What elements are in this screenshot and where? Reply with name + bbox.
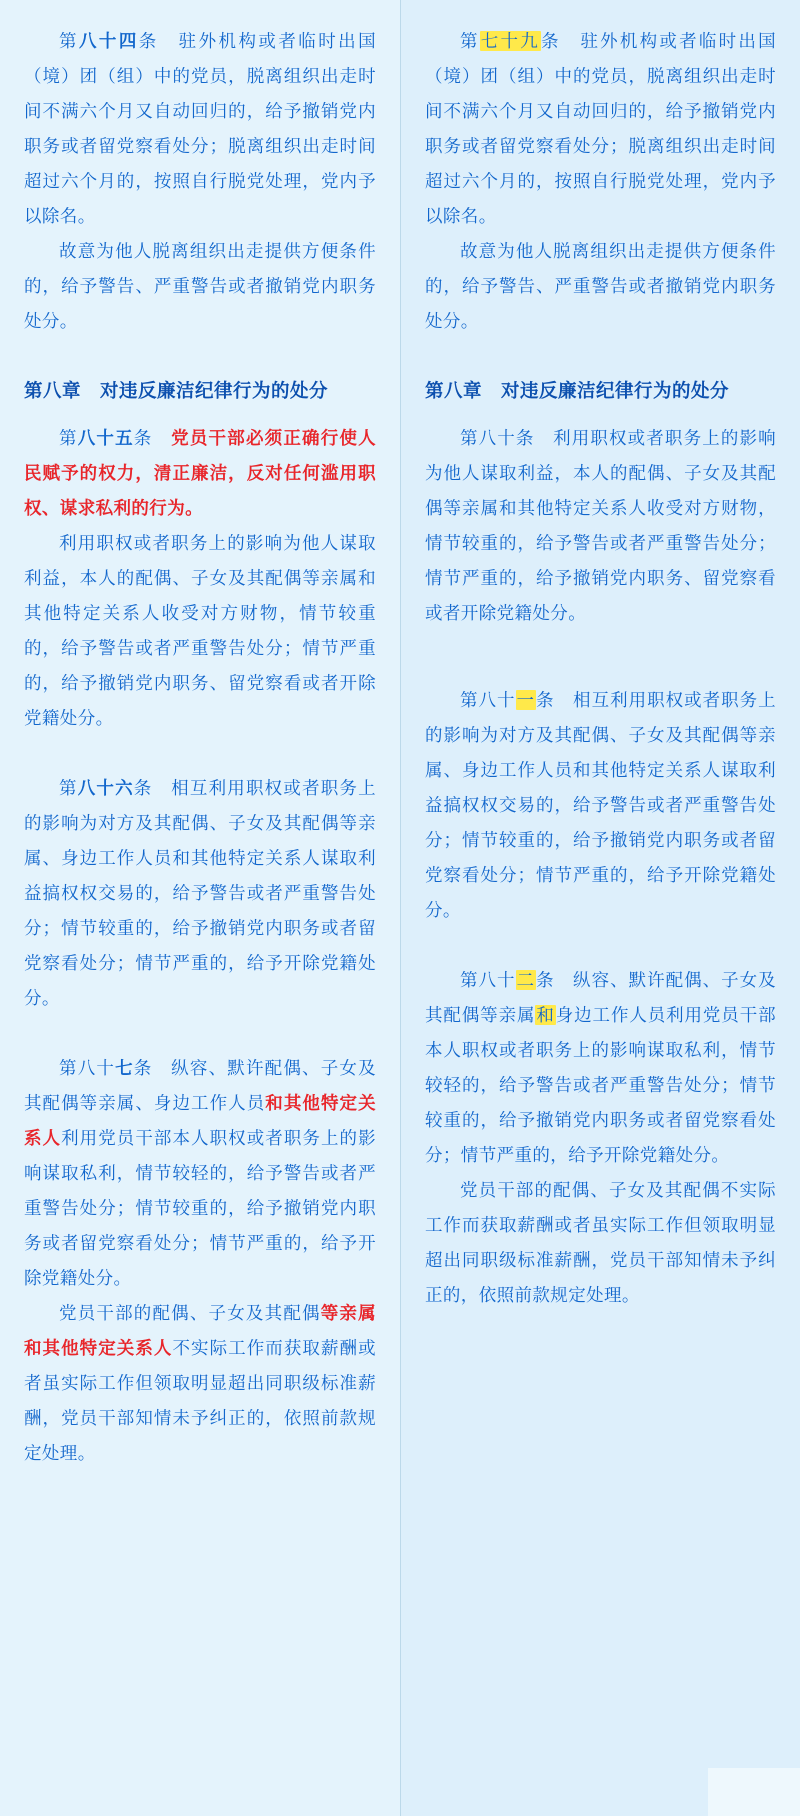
text-run: 条 相互利用职权或者职务上的影响为对方及其配偶、子女及其配偶等亲属、身边工作人员和其他特定关系人谋取利益搞权权交易的，给予警告或者严重警告处分；情节较重的，给予撤销党内职务或者留党察看处分；情节严重的，给予开除党籍处分。: [24, 778, 377, 1008]
paragraph-article-84-2: [24, 234, 376, 339]
revision-added-text: 等亲属和其他特定关系人: [24, 1303, 376, 1358]
spacer: [24, 736, 376, 771]
text-run: 条 驻外机构或者临时出国（境）团（组）中的党员，脱离组织出走时间不满六个月又自动回归的，给予撤销党内职务或者留党察看处分；脱离组织出走时间超过六个月的，按照自行脱党处理，党内予以除名。: [425, 31, 776, 226]
highlighted-article-number: 一: [516, 690, 536, 710]
text-run: 第八十: [59, 1058, 116, 1078]
text-run: 第八十: [460, 970, 516, 990]
article-number: 七: [115, 1058, 134, 1078]
highlighted-article-number: 七十九: [480, 31, 540, 51]
spacer: [425, 928, 776, 963]
text-run: 故意为他人脱离组织出走提供方便条件的，给予警告、严重警告或者撤销党内职务处分。: [24, 241, 376, 331]
text-run: 第: [59, 31, 79, 51]
article-number: 八十四: [78, 31, 139, 51]
paragraph-article-86: [24, 771, 376, 1016]
revision-added-text: 和其他特定关系人: [24, 1093, 376, 1148]
page-corner-decoration: [708, 1768, 800, 1816]
chapter-title: 第八章 对违反廉洁纪律行为的处分: [24, 380, 329, 401]
text-run: 身边工作人员利用党员干部本人职权或者职务上的影响谋取私利，情节较轻的，给予警告或者严重警告处分；情节较重的，给予撤销党内职务或者留党察看处分；情节严重的，给予开除党籍处分。: [425, 1005, 776, 1165]
highlighted-article-number: 二: [516, 970, 536, 990]
spacer: [24, 339, 376, 357]
text-run: 利用党员干部本人职权或者职务上的影响谋取私利，情节较轻的，给予警告或者严重警告处分；情节较重的，给予撤销党内职务或者留党察看处分；情节严重的，给予开除党籍处分。: [24, 1128, 376, 1288]
paragraph-article-87: [24, 1051, 376, 1296]
paragraph-article-80: [425, 421, 776, 631]
spacer: [24, 1016, 376, 1051]
text-run: 故意为他人脱离组织出走提供方便条件的，给予警告、严重警告或者撤销党内职务处分。: [425, 241, 776, 331]
text-run: 条 纵容、默许配偶、子女及其配偶等亲属、身边工作人员: [24, 1058, 377, 1113]
text-run: 第: [59, 428, 78, 448]
article-number: 八十六: [77, 778, 134, 798]
spacer: [425, 631, 776, 683]
paragraph-article-81: [425, 683, 776, 928]
text-run: 条 驻外机构或者临时出国（境）团（组）中的党员，脱离组织出走时间不满六个月又自动回归的，给予撤销党内职务或者留党察看处分；脱离组织出走时间超过六个月的，按照自行脱党处理，党内予以除名。: [24, 31, 377, 226]
article-number: 八十五: [77, 428, 134, 448]
paragraph-article-79: [425, 24, 776, 234]
paragraph-article-85: [24, 421, 376, 526]
text-run: 条: [133, 428, 172, 448]
revision-added-text: 党员干部必须正确行使人民赋予的权力，清正廉洁，反对任何滥用职权、谋求私利的行为。: [24, 428, 376, 518]
paragraph-article-84: [24, 24, 376, 234]
text-run: 条 相互利用职权或者职务上的影响为对方及其配偶、子女及其配偶等亲属、身边工作人员和其他特定关系人谋取利益搞权权交易的，给予警告或者严重警告处分；情节较重的，给予撤销党内职务或者留党察看处分；情节严重的，给予开除党籍处分。: [425, 690, 777, 920]
text-run: 第八十条 利用职权或者职务上的影响为他人谋取利益，本人的配偶、子女及其配偶等亲属和其他特定关系人收受对方财物，情节较重的，给予警告或者严重警告处分；情节严重的，给予撤销党内职务、留党察看或者开除党籍处分。: [425, 428, 776, 623]
paragraph-article-85-2: [24, 526, 376, 736]
text-run: 不实际工作而获取薪酬或者虽实际工作但领取明显超出同职级标准薪酬，党员干部知情未予纠正的，依照前款规定处理。: [24, 1338, 376, 1463]
highlighted-text: 和: [536, 1005, 555, 1025]
text-run: 第: [59, 778, 78, 798]
text-run: 条 纵容、默许配偶、子女及其配偶等亲属: [425, 970, 777, 1025]
chapter-heading-8-right: [425, 371, 776, 411]
paragraph-article-79-2: [425, 234, 776, 339]
spacer: [425, 339, 776, 357]
text-run: 党员干部的配偶、子女及其配偶不实际工作而获取薪酬或者虽实际工作但领取明显超出同职级标准薪酬，党员干部知情未予纠正的，依照前款规定处理。: [425, 1180, 776, 1305]
paragraph-article-82: [425, 963, 776, 1173]
text-run: 党员干部的配偶、子女及其配偶: [59, 1303, 321, 1323]
right-column: [400, 0, 800, 1816]
paragraph-article-82-2: [425, 1173, 776, 1313]
text-run: 利用职权或者职务上的影响为他人谋取利益，本人的配偶、子女及其配偶等亲属和其他特定关系人收受对方财物，情节较重的，给予警告或者严重警告处分；情节严重的，给予撤销党内职务、留党察看或者开除党籍处分。: [24, 533, 376, 728]
text-run: 第: [460, 31, 480, 51]
paragraph-article-87-2: [24, 1296, 376, 1471]
chapter-heading-8-left: [24, 371, 376, 411]
text-run: 第八十: [460, 690, 516, 710]
chapter-title: 第八章 对违反廉洁纪律行为的处分: [425, 380, 730, 401]
